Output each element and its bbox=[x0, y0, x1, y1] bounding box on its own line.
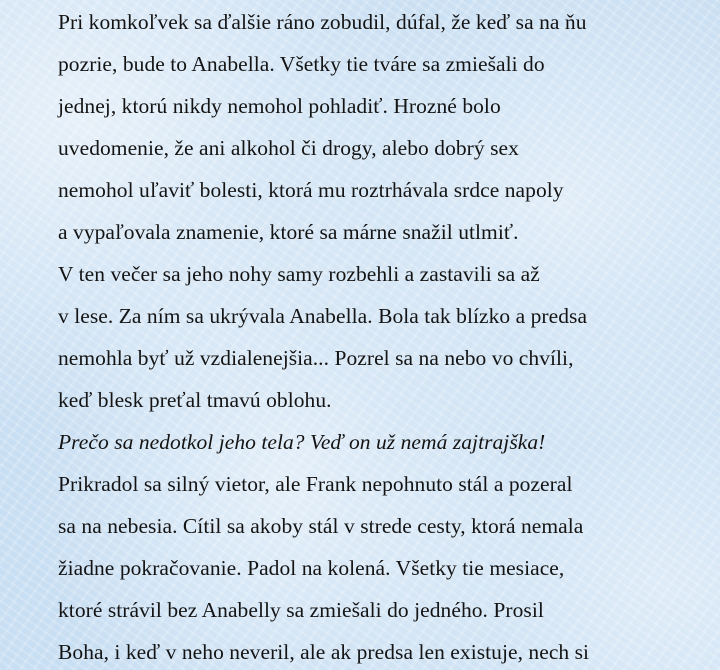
text-line: a vypaľovala znamenie, ktoré sa márne snažil utlmiť. bbox=[58, 220, 519, 244]
text-line: jednej, ktorú nikdy nemohol pohladiť. Hrozné bolo bbox=[58, 94, 501, 118]
italic-text-line: Prečo sa nedotkol jeho tela? Veď on už nemá zajtrajška! bbox=[58, 430, 546, 454]
text-line: Prikradol sa silný vietor, ale Frank nepohnuto stál a pozeral bbox=[58, 472, 573, 496]
text-line: sa na nebesia. Cítil sa akoby stál v strede cesty, ktorá nemala bbox=[58, 514, 584, 538]
text-line: Boha, i keď v neho neveril, ale ak predsa len existuje, nech si bbox=[58, 640, 590, 664]
text-line: pozrie, bude to Anabella. Všetky tie tváre sa zmiešali do bbox=[58, 52, 545, 76]
text-line: keď blesk preťal tmavú oblohu. bbox=[58, 388, 332, 412]
text-line: ktoré strávil bez Anabelly sa zmiešali do jedného. Prosil bbox=[58, 598, 544, 622]
text-line: v lese. Za ním sa ukrývala Anabella. Bola tak blízko a predsa bbox=[58, 304, 588, 328]
text-line: Pri komkoľvek sa ďalšie ráno zobudil, dúfal, že keď sa na ňu bbox=[58, 10, 587, 34]
text-line: uvedomenie, že ani alkohol či drogy, alebo dobrý sex bbox=[58, 136, 519, 160]
text-line: nemohla byť už vzdialenejšia... Pozrel sa na nebo vo chvíli, bbox=[58, 346, 574, 370]
text-line: žiadne pokračovanie. Padol na kolená. Všetky tie mesiace, bbox=[58, 556, 565, 580]
text-line: nemohol uľaviť bolesti, ktorá mu roztrhávala srdce napoly bbox=[58, 178, 564, 202]
text-line: V ten večer sa jeho nohy samy rozbehli a zastavili sa až bbox=[58, 262, 540, 286]
